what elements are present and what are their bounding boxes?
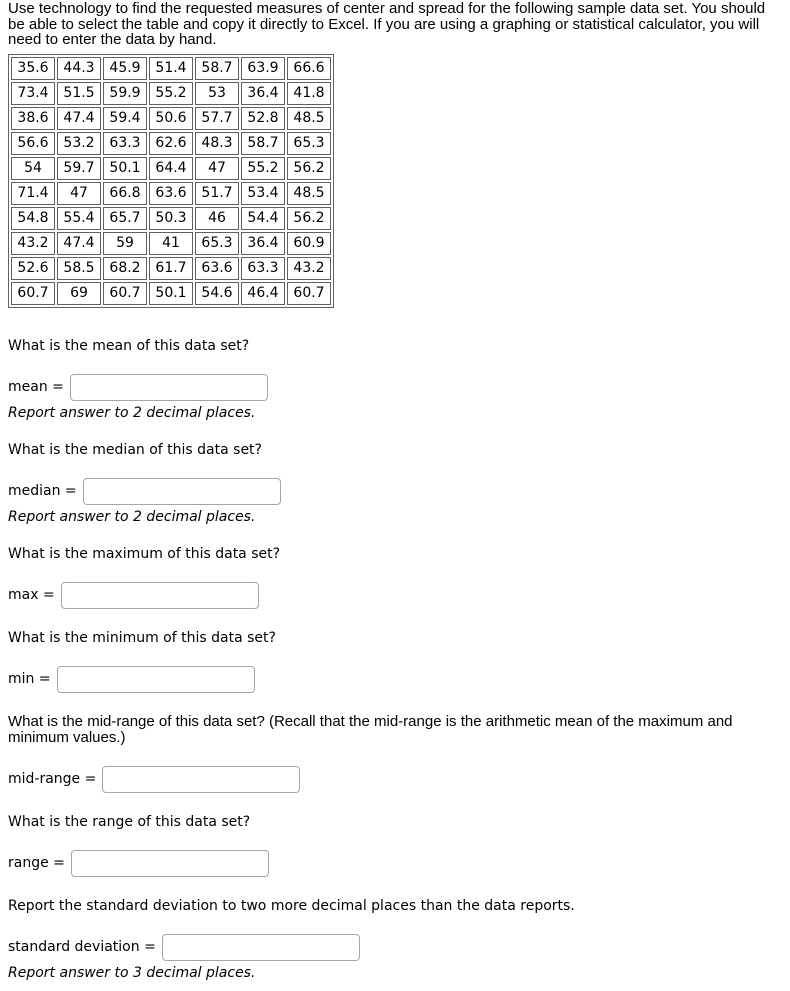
- table-row: [11, 282, 331, 305]
- data-cell: 47: [57, 182, 101, 205]
- max-label: max =: [8, 587, 55, 603]
- data-cell: 57.7: [195, 107, 239, 130]
- min-label: min =: [8, 671, 51, 687]
- data-cell: 46: [195, 207, 239, 230]
- data-cell: 53.2: [57, 132, 101, 155]
- data-cell: 54.4: [241, 207, 285, 230]
- table-row: [11, 157, 331, 180]
- data-cell: 58.7: [241, 132, 285, 155]
- data-cell: 48.5: [287, 182, 331, 205]
- data-cell: 60.7: [287, 282, 331, 305]
- data-cell: 60.7: [103, 282, 147, 305]
- data-cell: 69: [57, 282, 101, 305]
- max-answer-row: [8, 582, 782, 609]
- data-cell: 64.4: [149, 157, 193, 180]
- data-cell: 36.4: [241, 232, 285, 255]
- data-table-body: [11, 57, 331, 305]
- data-cell: 47.4: [57, 107, 101, 130]
- data-cell: 63.6: [149, 182, 193, 205]
- data-cell: 47: [195, 157, 239, 180]
- data-cell: 59: [103, 232, 147, 255]
- data-cell: 55.4: [57, 207, 101, 230]
- table-row: [11, 132, 331, 155]
- data-cell: 51.4: [149, 57, 193, 80]
- mid-range-input[interactable]: [102, 766, 300, 793]
- data-cell: 68.2: [103, 257, 147, 280]
- standard-deviation-note: Report answer to 3 decimal places.: [8, 964, 256, 981]
- data-cell: 58.7: [195, 57, 239, 80]
- mean-input[interactable]: [70, 374, 268, 401]
- table-row: [11, 257, 331, 280]
- table-row: [11, 182, 331, 205]
- mean-answer-row: [8, 374, 782, 401]
- data-cell: 56.6: [11, 132, 55, 155]
- data-cell: 52.6: [11, 257, 55, 280]
- data-cell: 54.6: [195, 282, 239, 305]
- data-cell: 65.3: [287, 132, 331, 155]
- data-cell: 45.9: [103, 57, 147, 80]
- data-cell: 71.4: [11, 182, 55, 205]
- data-cell: 73.4: [11, 82, 55, 105]
- mean-note: Report answer to 2 decimal places.: [8, 404, 256, 421]
- data-cell: 66.6: [287, 57, 331, 80]
- median-note: Report answer to 2 decimal places.: [8, 508, 256, 525]
- range-answer-row: [8, 850, 782, 877]
- data-cell: 48.5: [287, 107, 331, 130]
- data-cell: 63.3: [241, 257, 285, 280]
- data-cell: 55.2: [149, 82, 193, 105]
- data-cell: 53: [195, 82, 239, 105]
- intro-text: Use technology to find the requested measures of center and spread for the following sample data set. You should be able to select the table and copy it directly to Excel. If you are using a graphing or statistical calculator, you will need to enter the data by hand.: [8, 0, 766, 48]
- data-cell: 61.7: [149, 257, 193, 280]
- data-cell: 63.9: [241, 57, 285, 80]
- data-cell: 54.8: [11, 207, 55, 230]
- data-cell: 65.3: [195, 232, 239, 255]
- data-cell: 47.4: [57, 232, 101, 255]
- question-prompt-min: What is the minimum of this data set?: [8, 629, 276, 646]
- question-prompt-mean: What is the mean of this data set?: [8, 337, 250, 354]
- min-answer-row: [8, 666, 782, 693]
- question-prompt-max: What is the maximum of this data set?: [8, 545, 281, 562]
- data-cell: 38.6: [11, 107, 55, 130]
- data-cell: 59.7: [57, 157, 101, 180]
- standard-deviation-answer-row: [8, 934, 782, 961]
- data-cell: 62.6: [149, 132, 193, 155]
- median-answer-row: [8, 478, 782, 505]
- range-input[interactable]: [71, 850, 269, 877]
- data-cell: 43.2: [287, 257, 331, 280]
- data-cell: 36.4: [241, 82, 285, 105]
- data-cell: 35.6: [11, 57, 55, 80]
- table-row: [11, 232, 331, 255]
- data-cell: 52.8: [241, 107, 285, 130]
- data-cell: 59.4: [103, 107, 147, 130]
- data-cell: 66.8: [103, 182, 147, 205]
- question-prompt-mid-range: What is the mid-range of this data set? (Recall that the mid-range is the arithmetic mean of the maximum and minimum values.): [8, 712, 733, 746]
- data-cell: 43.2: [11, 232, 55, 255]
- data-cell: 63.3: [103, 132, 147, 155]
- mid-range-answer-row: [8, 766, 782, 793]
- data-cell: 48.3: [195, 132, 239, 155]
- data-cell: 55.2: [241, 157, 285, 180]
- data-cell: 46.4: [241, 282, 285, 305]
- median-label: median =: [8, 483, 77, 499]
- median-input[interactable]: [83, 478, 281, 505]
- data-cell: 44.3: [57, 57, 101, 80]
- data-cell: 50.3: [149, 207, 193, 230]
- data-cell: 63.6: [195, 257, 239, 280]
- range-label: range =: [8, 855, 65, 871]
- standard-deviation-input[interactable]: [162, 934, 360, 961]
- data-table[interactable]: [8, 54, 334, 308]
- question-prompt-median: What is the median of this data set?: [8, 441, 262, 458]
- data-cell: 60.9: [287, 232, 331, 255]
- data-cell: 54: [11, 157, 55, 180]
- data-cell: 41.8: [287, 82, 331, 105]
- data-cell: 59.9: [103, 82, 147, 105]
- data-cell: 50.1: [103, 157, 147, 180]
- min-input[interactable]: [57, 666, 255, 693]
- mid-range-label: mid-range =: [8, 771, 97, 787]
- question-prompt-range: What is the range of this data set?: [8, 813, 251, 830]
- data-cell: 41: [149, 232, 193, 255]
- table-row: [11, 207, 331, 230]
- data-cell: 65.7: [103, 207, 147, 230]
- max-input[interactable]: [61, 582, 259, 609]
- data-cell: 60.7: [11, 282, 55, 305]
- question-prompt-standard-deviation: Report the standard deviation to two more decimal places than the data reports.: [8, 897, 575, 914]
- data-cell: 50.6: [149, 107, 193, 130]
- table-row: [11, 57, 331, 80]
- data-cell: 56.2: [287, 157, 331, 180]
- data-cell: 58.5: [57, 257, 101, 280]
- mean-label: mean =: [8, 379, 64, 395]
- table-row: [11, 82, 331, 105]
- data-cell: 51.7: [195, 182, 239, 205]
- standard-deviation-label: standard deviation =: [8, 939, 156, 955]
- data-cell: 53.4: [241, 182, 285, 205]
- data-cell: 50.1: [149, 282, 193, 305]
- data-cell: 51.5: [57, 82, 101, 105]
- data-cell: 56.2: [287, 207, 331, 230]
- table-row: [11, 107, 331, 130]
